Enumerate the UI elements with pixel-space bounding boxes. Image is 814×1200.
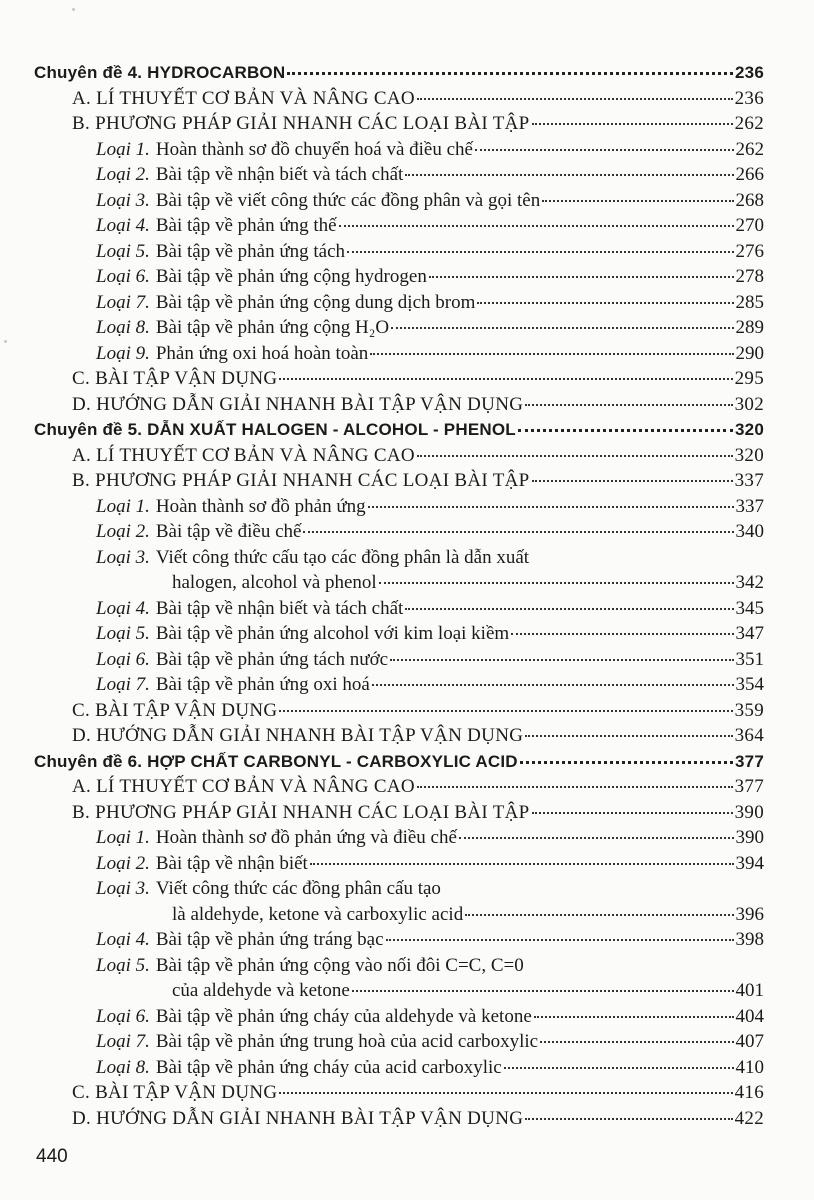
- toc-entry-type: Loại 1.: [96, 138, 150, 160]
- toc-entry-label: [96, 825, 457, 851]
- dot-leader: [429, 276, 734, 278]
- toc-entry-type: Loại 8.: [96, 317, 150, 338]
- toc-item-row: [34, 341, 764, 367]
- toc-entry-label: [96, 621, 509, 647]
- dot-leader: [511, 633, 733, 635]
- dot-leader: [465, 914, 733, 916]
- toc-page-number: 377: [734, 776, 764, 797]
- toc-page-number: 345: [735, 597, 764, 619]
- dot-leader: [540, 1041, 733, 1043]
- toc-item-row: [34, 315, 764, 341]
- toc-page-number: 236: [734, 87, 764, 109]
- toc-entry-label: [96, 953, 524, 979]
- toc-section-row: [34, 774, 764, 800]
- toc-page-number: 377: [735, 751, 764, 771]
- toc-entry-type: Loại 1.: [96, 495, 150, 517]
- toc-entry-text: D. HƯỚNG DẪN GIẢI NHANH BÀI TẬP VẬN DỤNG: [72, 725, 524, 746]
- dot-leader: [417, 98, 733, 100]
- toc-page-number: 337: [735, 495, 764, 517]
- toc-page-number: 354: [735, 674, 764, 695]
- toc-entry-type: Loại 9.: [96, 342, 150, 364]
- toc-page-number: 289: [735, 317, 764, 338]
- dot-leader: [352, 990, 734, 992]
- toc-entry-text: Chuyên đề 5. DẪN XUẤT HALOGEN - ALCOHOL - PHENOL: [34, 420, 516, 439]
- toc-entry-text: Bài tập về phản ứng cháy của acid carboxylic: [155, 1056, 502, 1078]
- toc-entry-text: D. HƯỚNG DẪN GIẢI NHANH BÀI TẬP VẬN DỤNG: [72, 1107, 524, 1129]
- toc-entry-text: Bài tập về phản ứng tách: [155, 240, 346, 262]
- toc-entry-label: [72, 366, 277, 392]
- toc-page-number: 340: [735, 521, 764, 542]
- toc-item-row: [34, 239, 764, 265]
- toc-entry-text: Bài tập về nhận biết: [155, 852, 308, 874]
- dot-leader: [368, 506, 734, 508]
- toc-section-row: [34, 86, 764, 112]
- toc-entry-label: [72, 392, 523, 418]
- toc-page-number: 278: [735, 266, 764, 287]
- toc-entry-label: [96, 1055, 502, 1081]
- toc-entry-text: Viết công thức cấu tạo các đồng phân là dẫn xuất: [155, 546, 530, 568]
- toc-section-row: [34, 800, 764, 826]
- toc-entry-text: Bài tập về viết công thức các đồng phân và gọi tên: [155, 189, 541, 211]
- dot-leader: [534, 1016, 734, 1018]
- toc-entry-label: [72, 468, 530, 494]
- toc-entry-text: Bài tập về phản ứng cháy của aldehyde và ketone: [155, 1005, 532, 1027]
- toc-entry-type: Loại 7.: [96, 291, 150, 313]
- toc-entry-text: B. PHƯƠNG PHÁP GIẢI NHANH CÁC LOẠI BÀI TẬP: [72, 801, 530, 823]
- toc-entry-label: [72, 1080, 277, 1106]
- toc-page-number: 290: [735, 342, 764, 364]
- dot-leader: [347, 251, 733, 253]
- toc-item-row: [34, 876, 764, 902]
- toc-entry-text: A. LÍ THUYẾT CƠ BẢN VÀ NÂNG CAO: [72, 444, 415, 466]
- dot-leader: [417, 455, 733, 457]
- toc-entry-type: Loại 6.: [96, 1005, 150, 1027]
- toc-page-number: 359: [734, 699, 764, 721]
- toc-item-row: [34, 902, 764, 928]
- toc-entry-text: B. PHƯƠNG PHÁP GIẢI NHANH CÁC LOẠI BÀI TẬP: [72, 470, 530, 491]
- toc-page-number: 398: [735, 929, 764, 950]
- toc-item-row: [34, 162, 764, 188]
- toc-item-row: [34, 290, 764, 316]
- toc-chapter-row: [34, 417, 764, 443]
- toc-item-row: [34, 1029, 764, 1055]
- toc-entry-text: Bài tập về nhận biết và tách chất: [155, 164, 404, 185]
- dot-leader: [279, 1092, 732, 1094]
- toc-entry-text: Bài tập về phản ứng tách nước: [155, 648, 389, 670]
- toc-entry-label: [96, 494, 366, 520]
- toc-entry-label: [96, 1029, 538, 1055]
- toc-entry-label: [96, 213, 337, 239]
- toc-entry-label: [96, 137, 473, 163]
- dot-leader: [391, 327, 733, 329]
- toc-entry-label: [96, 239, 345, 265]
- toc-entry-label: [96, 545, 529, 571]
- dot-leader: [520, 761, 733, 764]
- toc-page-number: 262: [735, 138, 764, 160]
- toc-entry-label: [96, 315, 389, 341]
- toc-item-row: [34, 647, 764, 673]
- toc-item-row: [34, 545, 764, 571]
- dot-leader: [379, 582, 734, 584]
- dot-leader: [310, 863, 734, 865]
- toc-entry-label: [72, 723, 523, 749]
- dot-leader: [459, 837, 734, 839]
- toc-entry-text: Bài tập về phản ứng thế: [155, 215, 337, 236]
- toc-entry-type: Loại 4.: [96, 597, 150, 619]
- toc-entry-text: halogen, alcohol và phenol: [172, 572, 377, 593]
- toc-entry-type: Loại 5.: [96, 240, 150, 262]
- toc-entry-type: Loại 3.: [96, 189, 150, 211]
- toc-page-number: 390: [735, 827, 764, 848]
- toc-entry-text: Bài tập về phản ứng cộng H₂O: [155, 317, 390, 338]
- toc-item-row: [34, 927, 764, 953]
- toc-entry-label: [172, 978, 350, 1004]
- toc-entry-text: Bài tập về điều chế: [155, 521, 302, 542]
- toc-chapter-row: [34, 60, 764, 86]
- toc-entry-label: [96, 341, 368, 367]
- toc-entry-label: [172, 570, 377, 596]
- toc-page-number: 320: [735, 420, 764, 439]
- toc-item-row: [34, 188, 764, 214]
- toc-entry-type: Loại 8.: [96, 1056, 150, 1078]
- toc-item-row: [34, 825, 764, 851]
- toc-entry-label: [72, 1106, 523, 1132]
- toc-page-number: 347: [735, 623, 764, 644]
- toc-entry-text: Bài tập về phản ứng cộng hydrogen: [155, 266, 427, 287]
- dot-leader: [417, 786, 733, 788]
- toc-page-number: 396: [735, 903, 764, 925]
- toc-section-row: [34, 443, 764, 469]
- toc-entry-text: Bài tập về phản ứng trung hoà của acid carboxylic: [155, 1031, 539, 1052]
- toc-item-row: [34, 1055, 764, 1081]
- dot-leader: [532, 480, 733, 482]
- toc-entry-label: [34, 749, 518, 775]
- toc-item-row: [34, 494, 764, 520]
- toc-page-number: 285: [735, 291, 764, 313]
- toc-entry-text: Bài tập về phản ứng cộng vào nối đôi C=C, C=0: [155, 954, 524, 976]
- toc-entry-label: [72, 443, 415, 469]
- dot-leader: [372, 684, 734, 686]
- toc-entry-type: Loại 5.: [96, 623, 150, 644]
- toc-entry-text: Bài tập về phản ứng tráng bạc: [155, 929, 384, 950]
- toc-item-row: [34, 596, 764, 622]
- dot-leader: [542, 200, 733, 202]
- dot-leader: [279, 710, 732, 712]
- dot-leader: [477, 302, 733, 304]
- dot-leader: [303, 531, 733, 533]
- dot-leader: [405, 174, 733, 176]
- toc-page-number: 422: [734, 1107, 764, 1129]
- dot-leader: [370, 353, 733, 355]
- toc-page-number: 266: [735, 164, 764, 185]
- toc-item-row: [34, 264, 764, 290]
- toc-entry-type: Loại 6.: [96, 648, 150, 670]
- toc-entry-text: C. BÀI TẬP VẬN DỤNG: [72, 699, 278, 721]
- toc-entry-label: [96, 162, 403, 188]
- toc-section-row: [34, 111, 764, 137]
- toc-page-number: 410: [735, 1056, 764, 1078]
- table-of-contents: [34, 60, 764, 1131]
- toc-entry-text: A. LÍ THUYẾT CƠ BẢN VÀ NÂNG CAO: [72, 87, 415, 109]
- toc-entry-type: Loại 7.: [96, 1031, 150, 1052]
- toc-item-row: [34, 621, 764, 647]
- toc-item-row: [34, 851, 764, 877]
- toc-page-number: 236: [735, 63, 764, 82]
- toc-entry-label: [96, 188, 540, 214]
- toc-entry-type: Loại 2.: [96, 521, 150, 542]
- toc-entry-type: Loại 3.: [96, 546, 150, 568]
- paper-speck: [72, 8, 75, 11]
- toc-entry-label: [96, 927, 384, 953]
- dot-leader: [532, 123, 733, 125]
- toc-entry-text: C. BÀI TẬP VẬN DỤNG: [72, 1082, 278, 1103]
- dot-leader: [475, 149, 734, 151]
- toc-section-row: [34, 1106, 764, 1132]
- toc-entry-text: là aldehyde, ketone và carboxylic acid: [172, 903, 464, 925]
- toc-page-number: 390: [734, 801, 764, 823]
- toc-item-row: [34, 672, 764, 698]
- toc-item-row: [34, 1004, 764, 1030]
- paper-speck: [4, 340, 7, 343]
- toc-page-number: 262: [734, 113, 764, 134]
- toc-entry-label: [72, 800, 530, 826]
- toc-entry-label: [96, 264, 427, 290]
- toc-entry-label: [72, 774, 415, 800]
- toc-entry-text: Hoàn thành sơ đồ phản ứng và điều chế: [155, 827, 457, 848]
- toc-chapter-row: [34, 749, 764, 775]
- toc-entry-label: [34, 60, 285, 86]
- toc-entry-type: Loại 7.: [96, 674, 150, 695]
- toc-entry-label: [96, 596, 403, 622]
- toc-entry-label: [96, 1004, 532, 1030]
- dot-leader: [532, 812, 733, 814]
- dot-leader: [525, 1118, 732, 1120]
- toc-item-row: [34, 137, 764, 163]
- toc-entry-type: Loại 1.: [96, 827, 150, 848]
- toc-entry-label: [72, 86, 415, 112]
- toc-entry-text: A. LÍ THUYẾT CƠ BẢN VÀ NÂNG CAO: [72, 776, 415, 797]
- toc-entry-label: [34, 417, 516, 443]
- dot-leader: [525, 404, 732, 406]
- toc-page-number: 268: [735, 189, 764, 211]
- toc-page-number: 295: [734, 368, 764, 389]
- toc-entry-label: [96, 876, 441, 902]
- toc-entry-text: D. HƯỚNG DẪN GIẢI NHANH BÀI TẬP VẬN DỤNG: [72, 393, 524, 415]
- toc-item-row: [34, 953, 764, 979]
- toc-page-number: 401: [735, 980, 764, 1001]
- toc-section-row: [34, 698, 764, 724]
- dot-leader: [518, 429, 733, 432]
- toc-section-row: [34, 366, 764, 392]
- toc-entry-label: [96, 519, 301, 545]
- toc-page-number: 276: [735, 240, 764, 262]
- toc-entry-text: của aldehyde và ketone: [172, 980, 350, 1001]
- toc-entry-type: Loại 2.: [96, 164, 150, 185]
- dot-leader: [390, 659, 733, 661]
- toc-entry-text: C. BÀI TẬP VẬN DỤNG: [72, 368, 278, 389]
- toc-entry-text: Hoàn thành sơ đồ phản ứng: [155, 495, 366, 517]
- toc-entry-label: [72, 698, 277, 724]
- toc-entry-label: [172, 902, 463, 928]
- toc-section-row: [34, 723, 764, 749]
- toc-item-row: [34, 978, 764, 1004]
- toc-entry-label: [96, 672, 370, 698]
- toc-page-number: 351: [735, 648, 764, 670]
- toc-item-row: [34, 570, 764, 596]
- toc-page-number: 404: [735, 1005, 764, 1027]
- toc-item-row: [34, 519, 764, 545]
- toc-entry-type: Loại 6.: [96, 266, 150, 287]
- toc-entry-type: Loại 2.: [96, 852, 150, 874]
- toc-entry-label: [96, 647, 388, 673]
- toc-section-row: [34, 1080, 764, 1106]
- toc-section-row: [34, 392, 764, 418]
- toc-entry-text: Phản ứng oxi hoá hoàn toàn: [155, 342, 369, 364]
- toc-page-number: 337: [734, 470, 764, 491]
- toc-entry-text: Bài tập về phản ứng oxi hoá: [155, 674, 370, 695]
- dot-leader: [279, 378, 732, 380]
- dot-leader: [386, 939, 734, 941]
- toc-entry-text: Bài tập về phản ứng alcohol với kim loại kiềm: [155, 623, 510, 644]
- dot-leader: [405, 608, 733, 610]
- toc-entry-text: Bài tập về nhận biết và tách chất: [155, 597, 404, 619]
- toc-entry-text: Chuyên đề 6. HỢP CHẤT CARBONYL - CARBOXYLIC ACID: [34, 751, 518, 771]
- toc-entry-label: [96, 851, 308, 877]
- toc-item-row: [34, 213, 764, 239]
- toc-page-number: 270: [735, 215, 764, 236]
- dot-leader: [287, 72, 733, 75]
- toc-entry-label: [96, 290, 475, 316]
- toc-entry-type: Loại 4.: [96, 929, 150, 950]
- toc-page-number: 342: [735, 572, 764, 593]
- toc-entry-type: Loại 3.: [96, 878, 150, 899]
- toc-page-number: 364: [734, 725, 764, 746]
- toc-page-number: 407: [735, 1031, 764, 1052]
- toc-entry-type: Loại 5.: [96, 954, 150, 976]
- dot-leader: [339, 225, 734, 227]
- toc-page-number: 320: [734, 444, 764, 466]
- toc-entry-text: B. PHƯƠNG PHÁP GIẢI NHANH CÁC LOẠI BÀI TẬP: [72, 113, 530, 134]
- toc-entry-text: Chuyên đề 4. HYDROCARBON: [34, 63, 286, 82]
- toc-entry-label: [72, 111, 530, 137]
- toc-page-number: 302: [734, 393, 764, 415]
- toc-entry-type: Loại 4.: [96, 215, 150, 236]
- toc-page-number: 416: [734, 1082, 764, 1103]
- toc-entry-text: Hoàn thành sơ đồ chuyển hoá và điều chế: [155, 138, 473, 160]
- toc-page-number: 394: [735, 852, 764, 874]
- toc-entry-text: Bài tập về phản ứng cộng dung dịch brom: [155, 291, 476, 313]
- dot-leader: [525, 735, 732, 737]
- toc-section-row: [34, 468, 764, 494]
- page-number: 440: [36, 1146, 68, 1167]
- dot-leader: [504, 1067, 734, 1069]
- toc-entry-text: Viết công thức các đồng phân cấu tạo: [155, 878, 441, 899]
